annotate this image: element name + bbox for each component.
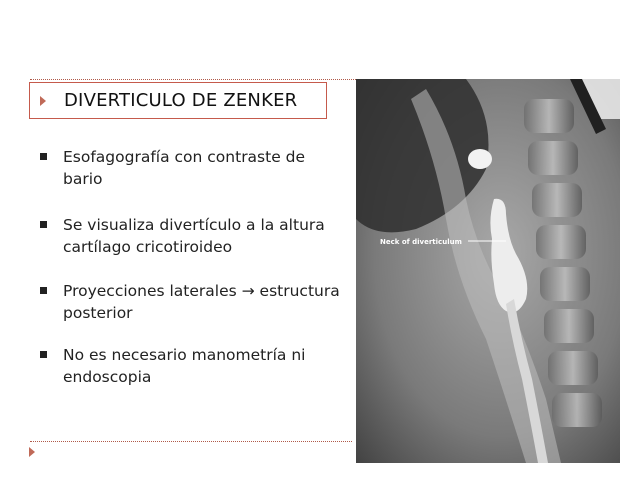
bottom-dotted-divider [30,441,352,442]
xray-image [356,79,620,463]
bullet-text: No es necesario manometría ni endoscopia [63,346,306,386]
bullet-text: Proyecciones laterales → estructura posterior [63,282,340,322]
square-bullet-icon [40,287,47,294]
bullet-item [40,344,340,388]
xray-illustration [356,79,620,463]
top-dotted-divider [30,79,360,80]
title-box [29,82,327,119]
triangle-footer-icon [29,447,35,457]
square-bullet-icon [40,351,47,358]
bullet-text: Esofagografía con contraste de bario [63,148,306,188]
triangle-bullet-icon [40,96,46,106]
slide-title: DIVERTICULO DE ZENKER [64,90,298,111]
bullet-item [40,146,340,190]
bullet-item [40,214,340,258]
bullet-text: Se visualiza divertículo a la altura cartílago cricotiroideo [63,216,325,256]
square-bullet-icon [40,221,47,228]
neck-label: Neck of diverticulum [380,238,462,246]
square-bullet-icon [40,153,47,160]
bullet-item [40,280,340,324]
